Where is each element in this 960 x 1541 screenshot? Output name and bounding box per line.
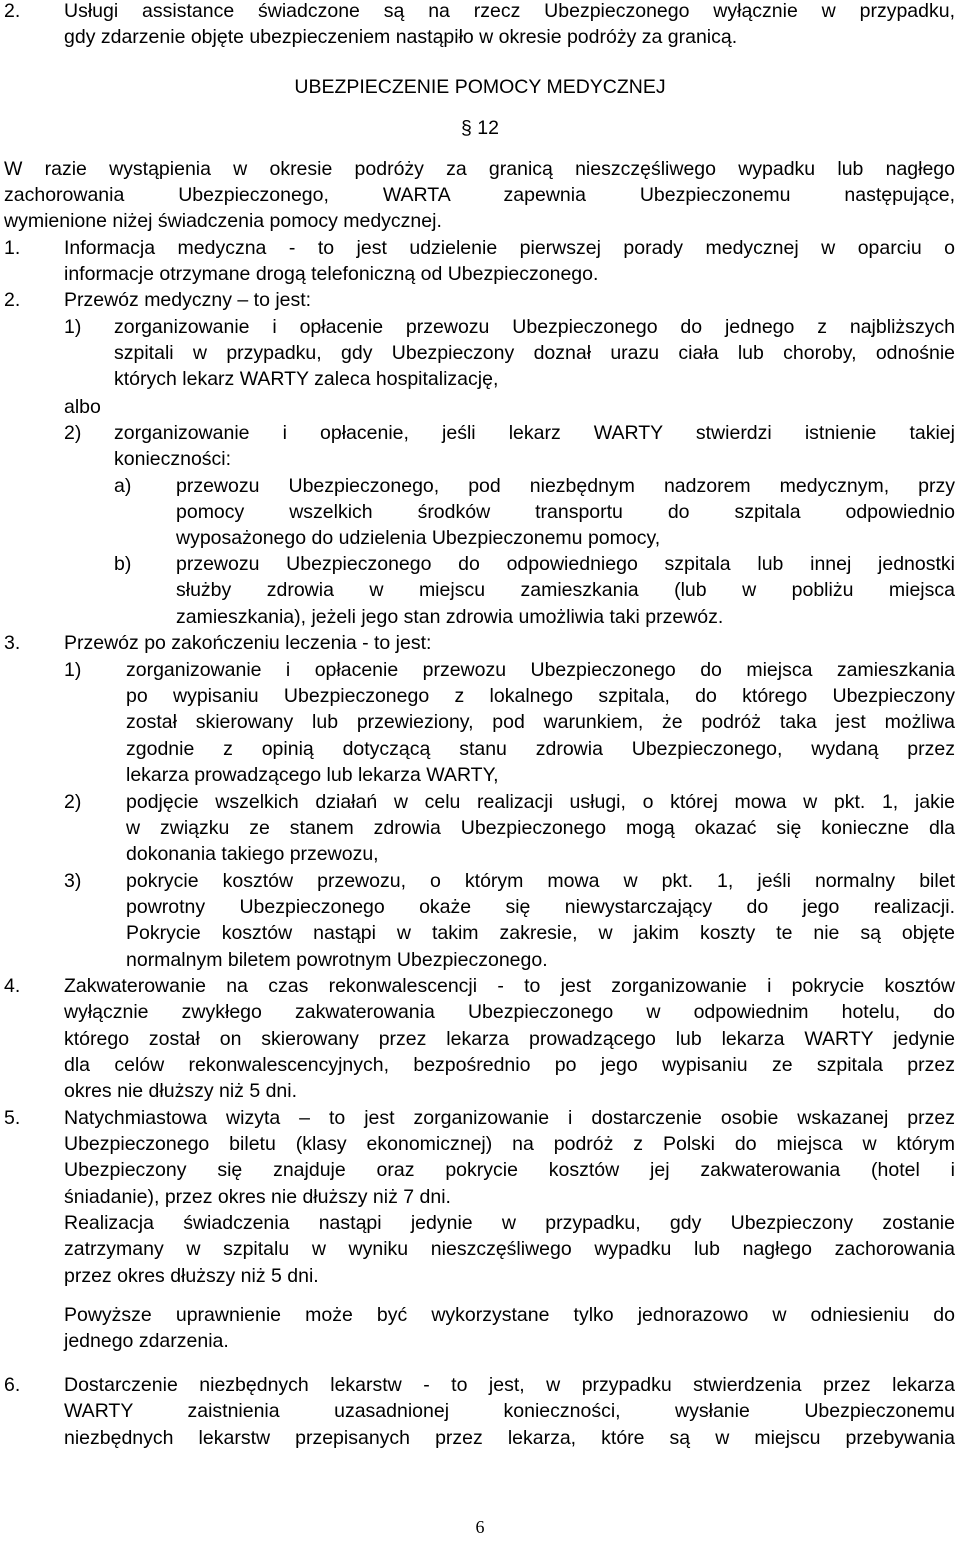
letter-item-line: przewozu Ubezpieczonego, pod niezbędnym nadzorem medycznym, przy [176, 475, 955, 497]
subitem-line: których lekarz WARTY zaleca hospitalizację, [114, 368, 499, 390]
item-line: zatrzymany w szpitalu w wyniku nieszczęśliwego wypadku lub nagłego zachorowania [64, 1238, 955, 1260]
item-number: 2. [4, 289, 21, 311]
top-item-line: gdy zdarzenie objęte ubezpieczeniem nastąpiło w okresie podróży za granicą. [64, 26, 738, 48]
subitem-number: 2) [64, 791, 82, 813]
item-line: Dostarczenie niezbędnych lekarstw - to jest, w przypadku stwierdzenia przez lekarza [64, 1374, 955, 1396]
subitem-line: po wypisaniu Ubezpieczonego z lokalnego szpitala, do którego Ubezpieczony [126, 685, 955, 707]
top-item-number: 2. [4, 0, 21, 22]
item-line: Natychmiastowa wizyta – to jest zorganizowanie i dostarczenie osobie wskazanej przez [64, 1107, 955, 1129]
paragraph-number: § 12 [461, 117, 499, 139]
item-line: Ubezpieczony się znajduje oraz pokrycie kosztów jej zakwaterowania (hotel i [64, 1159, 955, 1181]
letter-item-line: przewozu Ubezpieczonego do odpowiedniego szpitala lub innej jednostki [176, 553, 955, 575]
item-title: Przewóz medyczny – to jest: [64, 289, 312, 311]
subitem-line: zorganizowanie i opłacenie przewozu Ubezpieczonego do jednego z najbliższych [114, 316, 955, 338]
intro-line: wymienione niżej świadczenia pomocy medycznej. [4, 210, 442, 232]
item-line: Ubezpieczonego biletu (klasy ekonomicznej) na podróż z Polski do miejsca w którym [64, 1133, 955, 1155]
subitem-number: 1) [64, 316, 82, 338]
subitem-number: 2) [64, 422, 82, 444]
letter-item-line: służby zdrowia w miejscu zamieszkania (lub w pobliżu miejsca [176, 579, 955, 601]
subitem-line: zgodnie z opinią dotyczącą stanu zdrowia Ubezpieczonego, wydaną przez [126, 738, 955, 760]
subitem-line: w związku ze stanem zdrowia Ubezpieczonego mogą okazać się konieczne dla [126, 817, 955, 839]
letter-item-number: a) [114, 475, 132, 497]
item-line: wyłącznie zwykłego zakwaterowania Ubezpieczonego w odpowiednim hotelu, do [64, 1001, 955, 1023]
letter-item-line: pomocy wszelkich środków transportu do szpitala odpowiednio [176, 501, 955, 523]
item-number: 6. [4, 1374, 21, 1396]
item-number: 4. [4, 975, 21, 997]
item-title: Przewóz po zakończeniu leczenia - to jest: [64, 632, 432, 654]
subitem-line: normalnym biletem powrotnym Ubezpieczonego. [126, 949, 548, 971]
item-line: Powyższe uprawnienie może być wykorzystane tylko jednorazowo w odniesieniu do [64, 1304, 955, 1326]
albo-text: albo [64, 396, 101, 418]
subitem-number: 3) [64, 870, 82, 892]
item-line: którego został on skierowany przez lekarza prowadzącego lub lekarza WARTY jedynie [64, 1028, 955, 1050]
letter-item-number: b) [114, 553, 132, 575]
item-number: 3. [4, 632, 21, 654]
subitem-line: konieczności: [114, 448, 232, 470]
section-title: UBEZPIECZENIE POMOCY MEDYCZNEJ [294, 76, 666, 98]
subitem-line: lekarza prowadzącego lub lekarza WARTY, [126, 764, 499, 786]
item-line: śniadanie), przez okres nie dłuższy niż 7 dni. [64, 1186, 451, 1208]
item-line: dla celów rekonwalescencyjnych, bezpośrednio po jego wypisaniu ze szpitala przez [64, 1054, 955, 1076]
subitem-line: został skierowany lub przewieziony, pod warunkiem, że podróż taka jest możliwa [126, 711, 955, 733]
item-line: przez okres dłuższy niż 5 dni. [64, 1265, 319, 1287]
subitem-line: zorganizowanie i opłacenie przewozu Ubezpieczonego do miejsca zamieszkania [126, 659, 955, 681]
subitem-line: Pokrycie kosztów nastąpi w takim zakresie, w jakim koszty te nie są objęte [126, 922, 955, 944]
intro-line: zachorowania Ubezpieczonego, WARTA zapewnia Ubezpieczonemu następujące, [4, 184, 955, 206]
top-item-line: Usługi assistance świadczone są na rzecz Ubezpieczonego wyłącznie w przypadku, [64, 0, 955, 22]
item-line: Informacja medyczna - to jest udzielenie pierwszej porady medycznej w oparciu o [64, 237, 955, 259]
subitem-line: zorganizowanie i opłacenie, jeśli lekarz WARTY stwierdzi istnienie takiej [114, 422, 955, 444]
subitem-line: dokonania takiego przewozu, [126, 843, 379, 865]
intro-line: W razie wystąpienia w okresie podróży za granicą nieszczęśliwego wypadku lub nagłego [4, 158, 955, 180]
item-line: informacje otrzymane drogą telefoniczną od Ubezpieczonego. [64, 263, 599, 285]
item-line: Zakwaterowanie na czas rekonwalescencji - to jest zorganizowanie i pokrycie kosztów [64, 975, 955, 997]
item-line: Realizacja świadczenia nastąpi jedynie w przypadku, gdy Ubezpieczony zostanie [64, 1212, 955, 1234]
item-line: okres nie dłuższy niż 5 dni. [64, 1080, 298, 1102]
item-line: jednego zdarzenia. [64, 1330, 229, 1352]
letter-item-line: wyposażonego do udzielenia Ubezpieczonemu pomocy, [176, 527, 661, 549]
item-number: 1. [4, 237, 21, 259]
subitem-number: 1) [64, 659, 82, 681]
letter-item-line: zamieszkania), jeżeli jego stan zdrowia umożliwia taki przewóz. [176, 606, 724, 628]
page-number: 6 [475, 1517, 485, 1537]
subitem-line: pokrycie kosztów przewozu, o którym mowa w pkt. 1, jeśli normalny bilet [126, 870, 955, 892]
subitem-line: podjęcie wszelkich działań w celu realizacji usługi, o której mowa w pkt. 1, jakie [126, 791, 955, 813]
subitem-line: szpitali w przypadku, gdy Ubezpieczony doznał urazu ciała lub choroby, odnośnie [114, 342, 955, 364]
subitem-line: powrotny Ubezpieczonego okaże się niewystarczający do jego realizacji. [126, 896, 955, 918]
item-line: WARTY zaistnienia uzasadnionej konieczności, wysłanie Ubezpieczonemu [64, 1400, 955, 1422]
item-number: 5. [4, 1107, 21, 1129]
item-line: niezbędnych lekarstw przepisanych przez lekarza, które są w miejscu przebywania [64, 1427, 955, 1449]
